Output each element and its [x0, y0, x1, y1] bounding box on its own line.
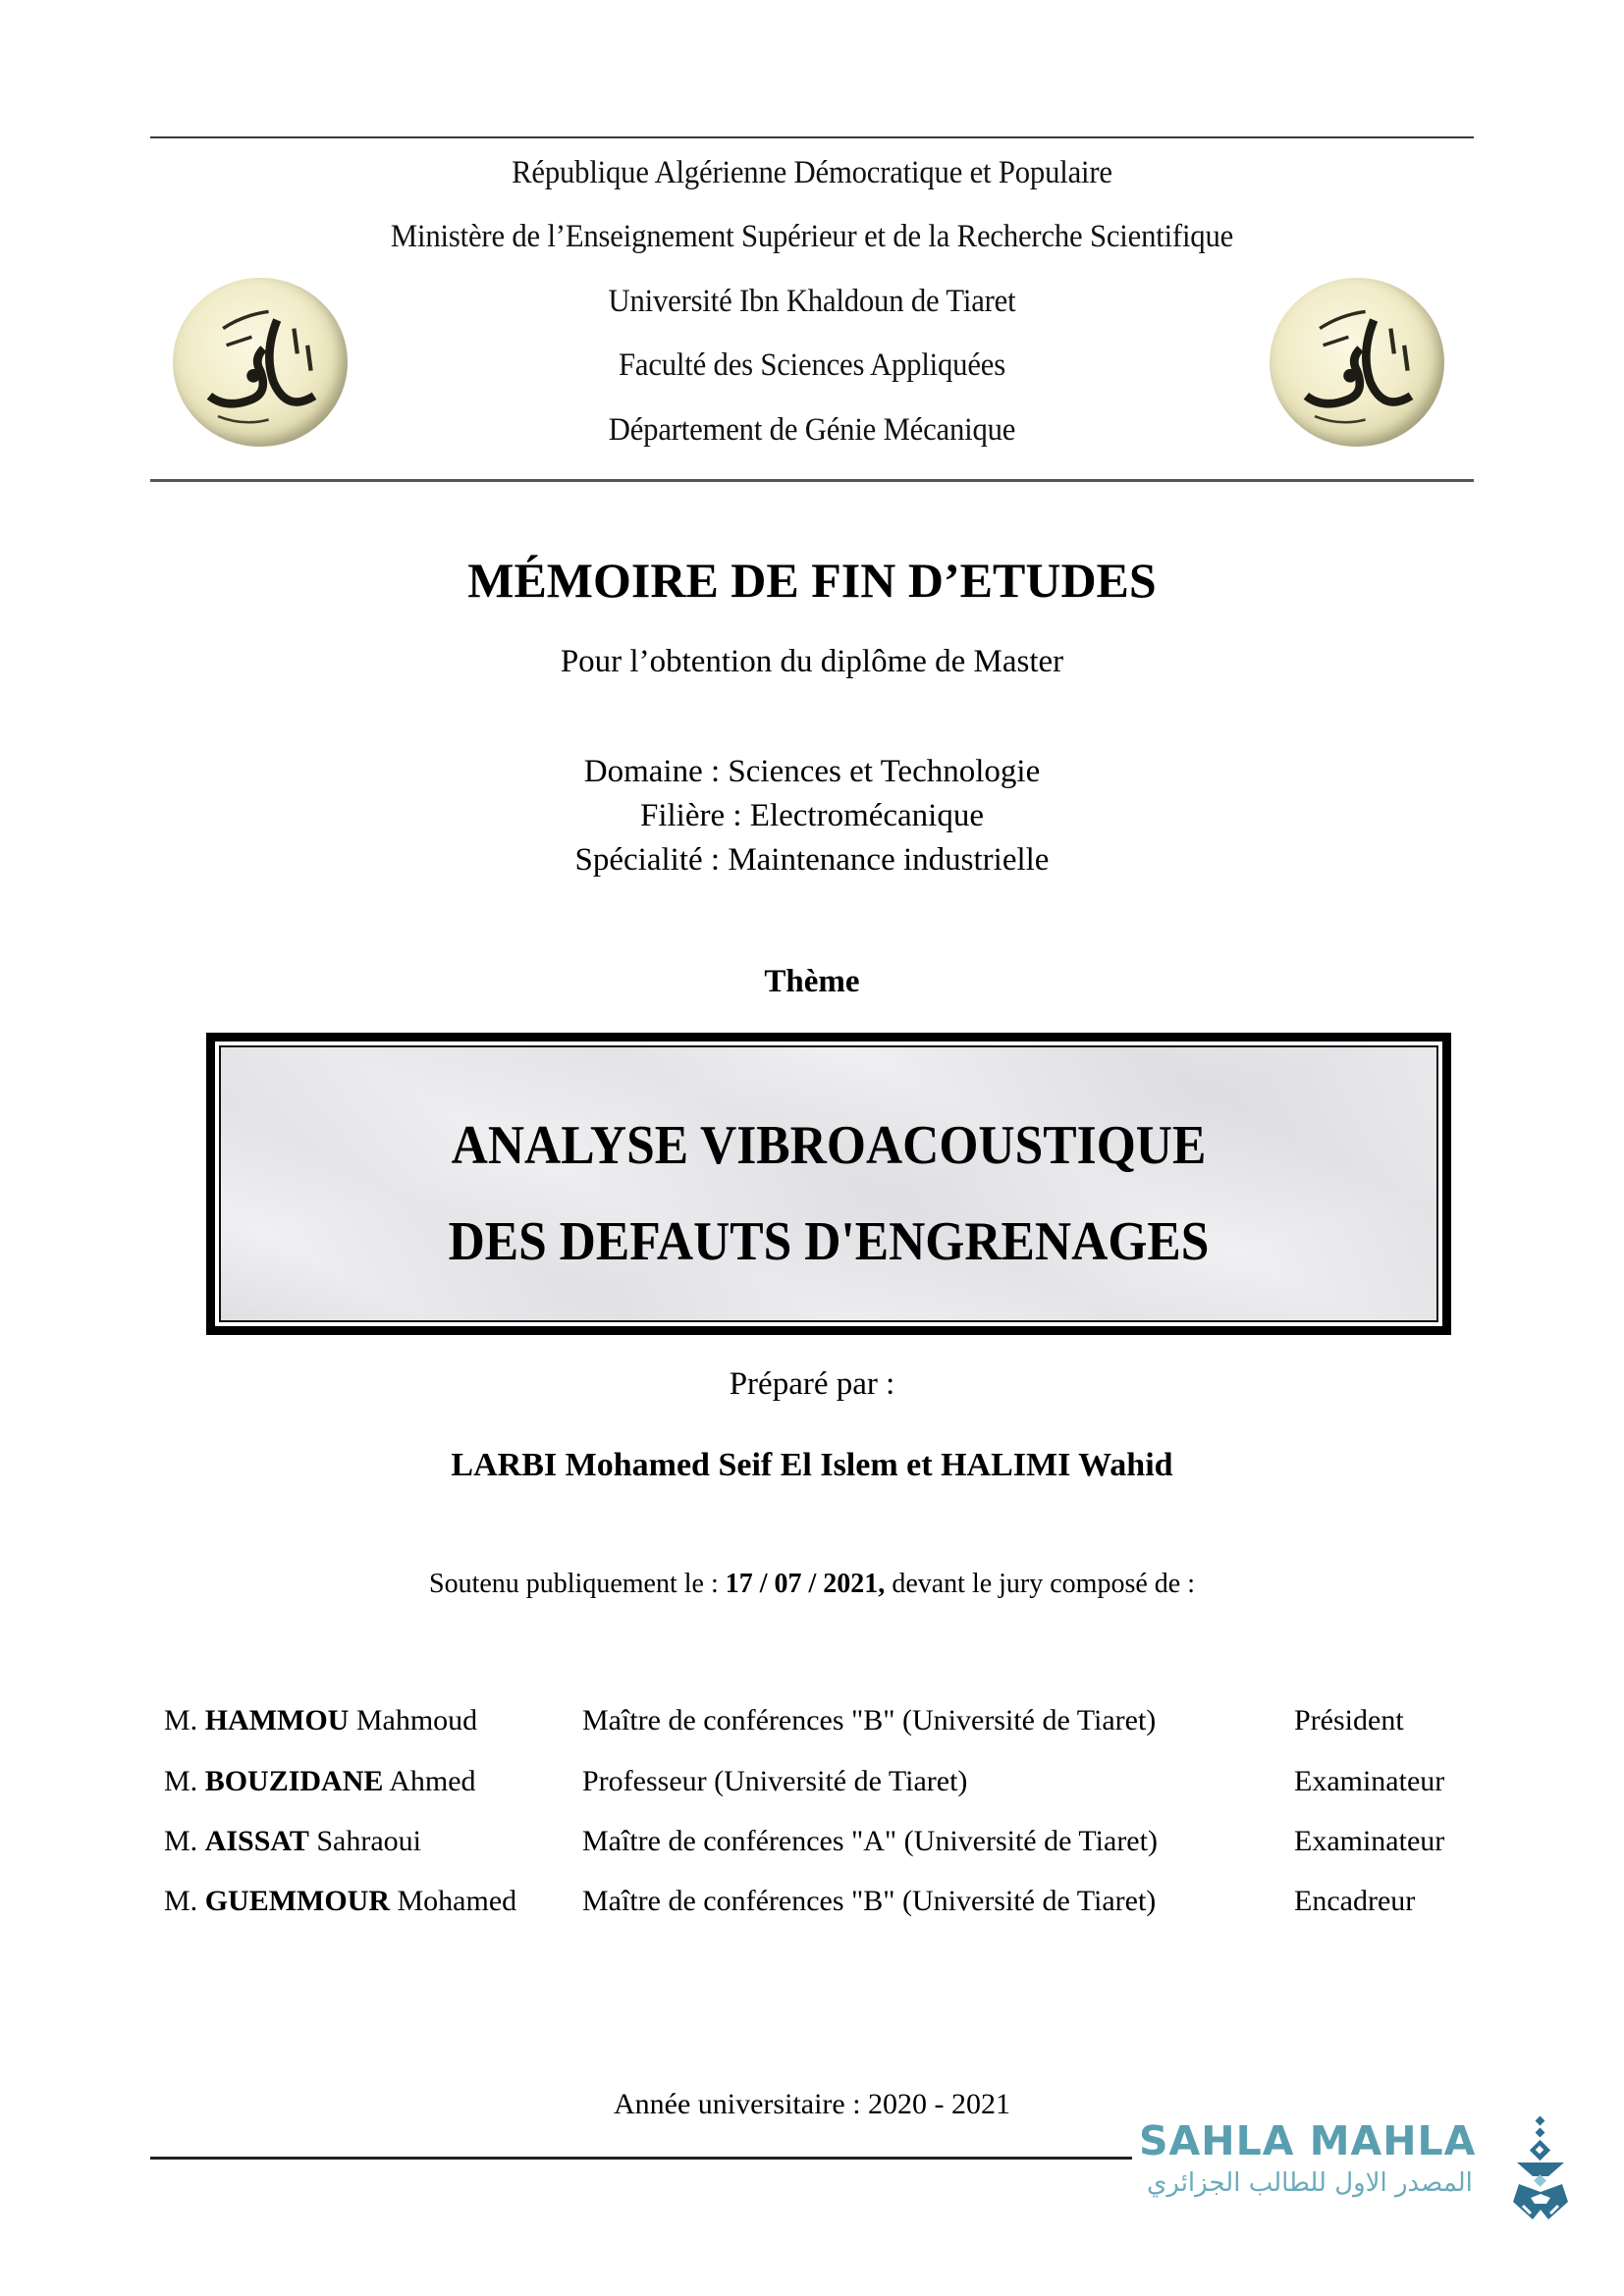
header-university: Université Ibn Khaldoun de Tiaret	[608, 284, 1016, 319]
prepared-by-label: Préparé par :	[729, 1366, 895, 1402]
jury-row	[0, 1765, 1624, 1804]
defense-date: 17 / 07 / 2021,	[725, 1569, 886, 1599]
defense-prefix: Soutenu publiquement le :	[429, 1569, 726, 1599]
sahla-mahla-watermark	[1139, 2115, 1571, 2223]
watermark-tagline: المصدر الاول للطالب الجزائري	[1147, 2168, 1473, 2198]
academic-year: Année universitaire : 2020 - 2021	[613, 2088, 1011, 2120]
footer-rule	[150, 2157, 1132, 2160]
defense-suffix: devant le jury composé de :	[885, 1569, 1195, 1599]
watermark-brand: SAHLA MAHLA	[1139, 2117, 1477, 2164]
jury-row	[0, 1825, 1624, 1864]
theme-marble-panel	[219, 1045, 1438, 1322]
jury-member-name: M. GUEMMOUR Mohamed	[164, 1885, 517, 1917]
header-republic: République Algérienne Démocratique et Populaire	[512, 155, 1112, 190]
jury-member-role: Président	[1294, 1704, 1404, 1736]
document-subtitle: Pour l’obtention du diplôme de Master	[560, 644, 1064, 679]
header-bottom-rule	[150, 479, 1474, 482]
authors: LARBI Mohamed Seif El Islem et HALIMI Wahid	[451, 1447, 1173, 1483]
theme-frame	[206, 1033, 1451, 1335]
filiere-line: Filière : Electromécanique	[639, 798, 984, 833]
jury-row	[0, 1885, 1624, 1924]
jury-member-title: Professeur (Université de Tiaret)	[582, 1765, 968, 1797]
document-title: MÉMOIRE DE FIN D’ETUDES	[467, 553, 1157, 608]
jury-member-name: M. AISSAT Sahraoui	[164, 1825, 421, 1857]
specialite-line: Spécialité : Maintenance industrielle	[574, 842, 1050, 878]
jury-member-title: Maître de conférences "A" (Université de Tiaret)	[582, 1825, 1158, 1857]
jury-member-role: Examinateur	[1294, 1765, 1445, 1797]
theme-title-line2: DES DEFAUTS D'ENGRENAGES	[448, 1211, 1210, 1272]
header-faculty: Faculté des Sciences Appliquées	[619, 347, 1005, 383]
jury-member-name: M. BOUZIDANE Ahmed	[164, 1765, 476, 1797]
jury-row	[0, 1704, 1624, 1743]
header-department: Département de Génie Mécanique	[608, 412, 1016, 448]
jury-member-role: Examinateur	[1294, 1825, 1445, 1857]
theme-title-line1: ANALYSE VIBROACOUSTIQUE	[451, 1115, 1207, 1176]
domain-line: Domaine : Sciences et Technologie	[583, 754, 1041, 789]
jury-member-name: M. HAMMOU Mahmoud	[164, 1704, 478, 1736]
top-rule	[150, 136, 1474, 138]
theme-label: Thème	[764, 964, 860, 999]
sahla-mahla-logo-icon	[1509, 2115, 1572, 2223]
jury-member-role: Encadreur	[1294, 1885, 1416, 1917]
jury-member-title: Maître de conférences "B" (Université de Tiaret)	[582, 1704, 1157, 1736]
jury-member-title: Maître de conférences "B" (Université de Tiaret)	[582, 1885, 1157, 1917]
header-ministry: Ministère de l’Enseignement Supérieur et de la Recherche Scientifique	[390, 219, 1234, 254]
defense-statement	[0, 1569, 1624, 1600]
